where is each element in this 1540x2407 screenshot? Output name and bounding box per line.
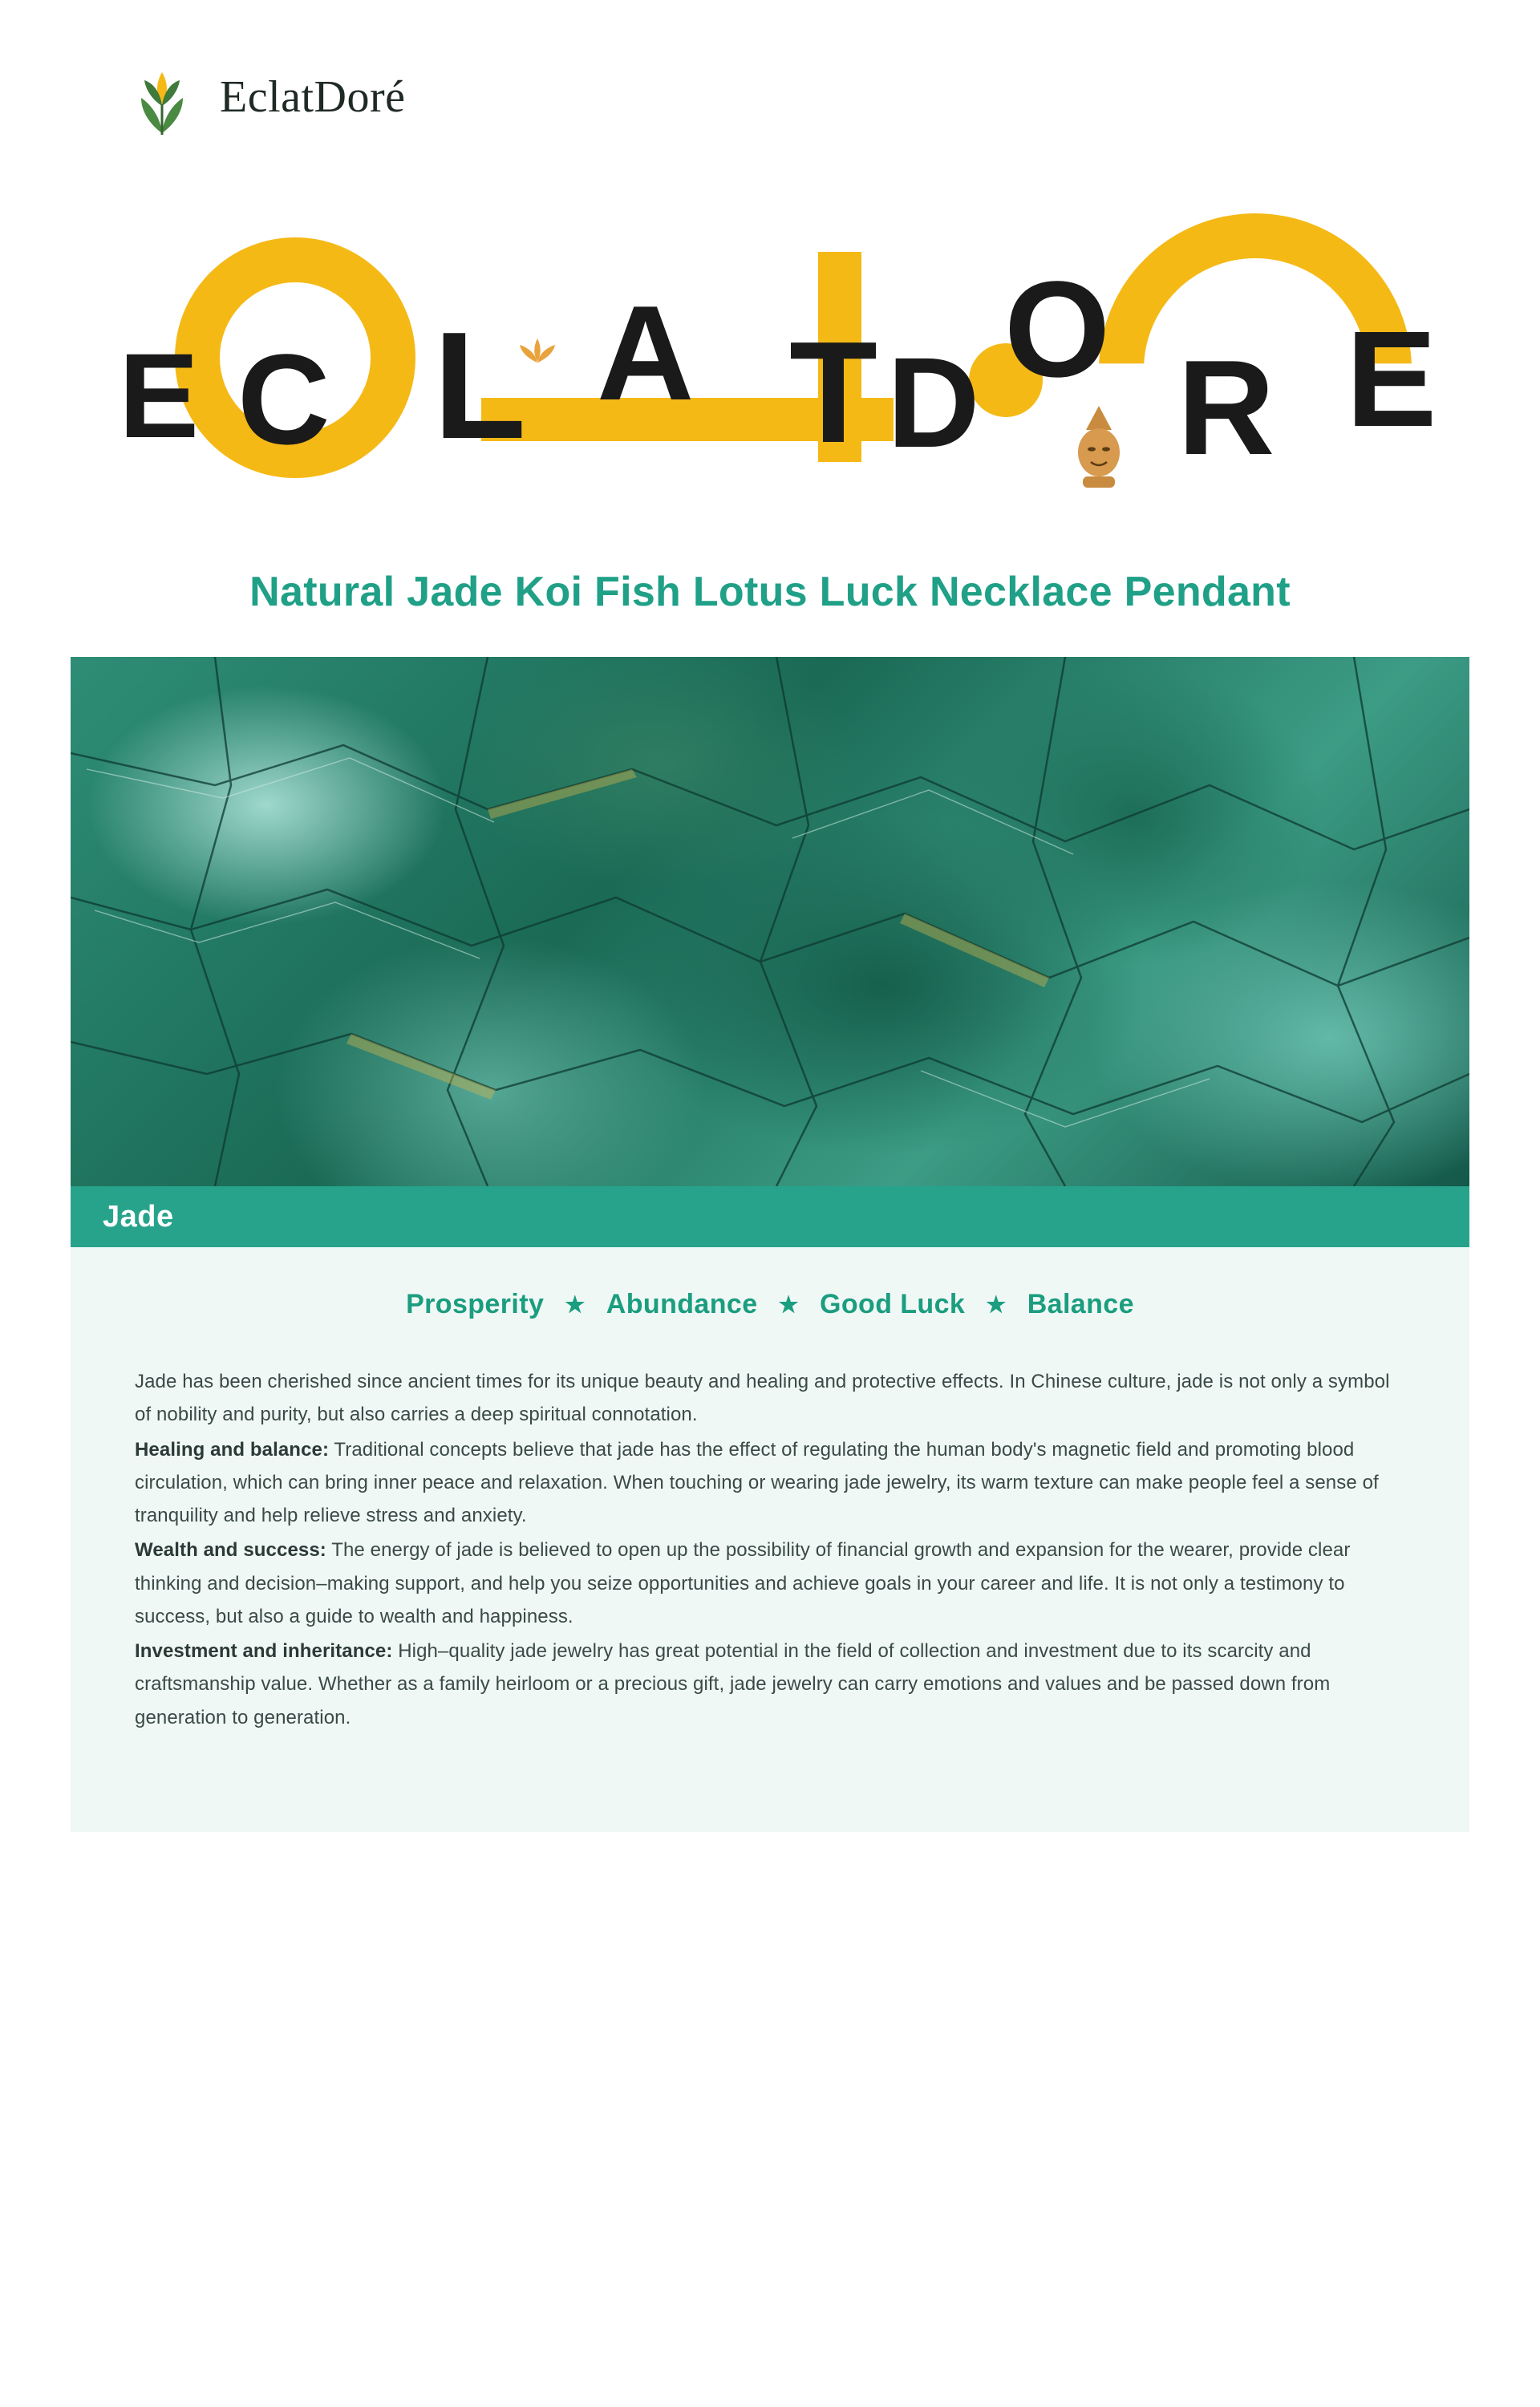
keyword-good-luck: Good Luck bbox=[820, 1289, 966, 1319]
paragraph-text: Traditional concepts believe that jade has the effect of regulating the human body's magnetic field and promoting blood circulation, which can bring inner peace and relaxation. When touching or wearing jade jewelry, its warm texture can make people feel a sense of tranquility and help relieve stress and anxiety. bbox=[135, 1438, 1379, 1527]
star-icon: ★ bbox=[986, 1292, 1007, 1317]
paragraph-healing bbox=[135, 1433, 1405, 1533]
keyword-balance: Balance bbox=[1027, 1289, 1134, 1319]
lotus-icon bbox=[513, 330, 561, 379]
wordmark-letter-o: O bbox=[1004, 253, 1111, 406]
wordmark-letter-r: R bbox=[1177, 332, 1275, 483]
description-body bbox=[135, 1365, 1405, 1734]
lotus-leaf-icon bbox=[119, 56, 205, 143]
hero-caption bbox=[71, 1186, 1469, 1247]
info-panel bbox=[71, 1247, 1469, 1832]
paragraph-intro bbox=[135, 1365, 1405, 1432]
hero-section bbox=[71, 657, 1469, 1247]
wordmark-letter-t: T bbox=[789, 312, 877, 473]
paragraph-text: High–quality jade jewelry has great potential in the field of collection and investment due to its scarcity and craftsmanship value. Whether as a family heirloom or a precious gift, jade jewelry can carry emotions and values and be passed down from generation to generation. bbox=[135, 1640, 1331, 1728]
paragraph-investment bbox=[135, 1635, 1405, 1734]
paragraph-text: The energy of jade is believed to open up the possibility of financial growth and expansion for the wearer, provide clear thinking and decision–making support, and help you seize opportunities and achieve goals in your career and life. It is not only a testimony to success, but also a guide to wealth and happiness. bbox=[135, 1539, 1351, 1627]
product-title: Natural Jade Koi Fish Lotus Luck Necklace Pendant bbox=[249, 569, 1291, 615]
hero-caption-label: Jade bbox=[103, 1199, 174, 1234]
brand-name: EclatDoré bbox=[220, 72, 406, 122]
brand-header bbox=[0, 0, 1540, 143]
star-icon: ★ bbox=[778, 1292, 800, 1317]
star-icon: ★ bbox=[565, 1292, 586, 1317]
wordmark-letter-d: D bbox=[887, 330, 980, 474]
paragraph-wealth bbox=[135, 1534, 1405, 1633]
buddha-head-icon-main bbox=[1070, 403, 1128, 495]
paragraph-lead: Investment and inheritance: bbox=[135, 1640, 393, 1663]
wordmark-letter-a: A bbox=[597, 278, 695, 428]
keyword-list bbox=[135, 1289, 1405, 1320]
keyword-prosperity: Prosperity bbox=[406, 1289, 545, 1319]
wordmark-letter-e1: E bbox=[119, 328, 200, 463]
paragraph-lead: Wealth and success: bbox=[135, 1539, 326, 1562]
paragraph-text: Jade has been cherished since ancient times for its unique beauty and healing and protective effects. In Chinese culture, jade is not only a symbol of nobility and purity, but also carries a deep spiritual connotation. bbox=[135, 1371, 1390, 1426]
hero-image-jade-texture bbox=[71, 657, 1469, 1186]
paragraph-lead: Healing and balance: bbox=[135, 1438, 330, 1461]
wordmark-letter-c: C bbox=[237, 327, 330, 471]
wordmark-letter-l: L bbox=[433, 301, 527, 471]
decorative-wordmark bbox=[0, 165, 1540, 550]
keyword-abundance: Abundance bbox=[606, 1289, 758, 1319]
wordmark-letter-e2: E bbox=[1346, 303, 1437, 456]
